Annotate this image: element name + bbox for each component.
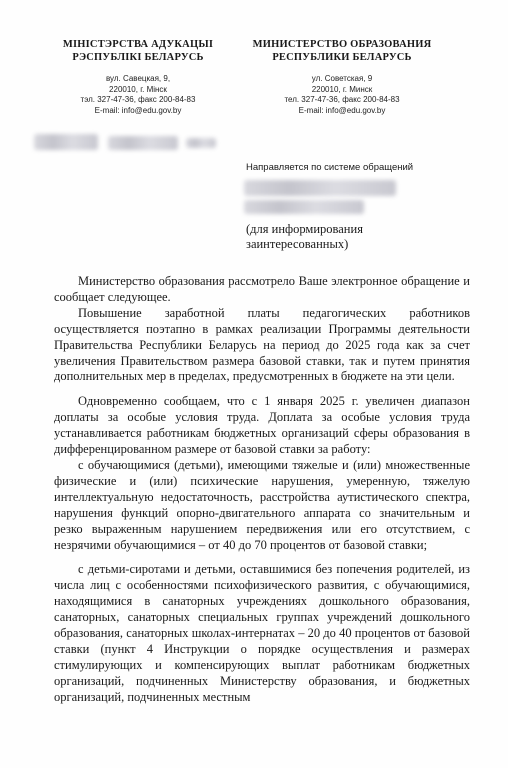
letterhead-right (242, 38, 442, 116)
address-block-russian (242, 74, 442, 116)
org-name-belarusian-line1: МІНІСТЭРСТВА АДУКАЦЫІ (62, 39, 214, 50)
phone-line: тел. 327-47-36, факс 200-84-83 (284, 95, 400, 104)
body-paragraph-allowance: Одновременно сообщаем, что с 1 января 2025 г. увеличен диапазон доплаты за особые условия труда. Доплата за особые условия труда устанавливается работникам бюджетных организаций сферы образования в дифференцированном размере от базовой ставки за работу: (54, 394, 470, 457)
body-paragraph-orphans: с детьми-сиротами и детьми, оставшимися без попечения родителей, из числа лиц с особенностями психофизического развития, с обучающимися, находящимися в санаторных учреждениях дошкольного образования, санаторных, санаторных специальных группах учреждений дошкольного образования, санаторных школах-интернатах – 20 до 40 процентов от базовой ставки (пункт 4 Инструкции о порядке осуществления и размерах стимулирующих и компенсирующих выплат работникам бюджетных организаций, подчиненных Министерству образования, и бюджетных организаций, подчиненных местным (54, 562, 470, 704)
org-name-russian-line2: РЕСПУБЛИКИ БЕЛАРУСЬ (272, 52, 412, 63)
letter-body (54, 274, 470, 706)
letterhead-left (48, 38, 228, 116)
address-block-belarusian (48, 74, 228, 116)
redacted-recipient-name (244, 180, 396, 196)
recipient-note-line1: (для информирования (246, 222, 363, 236)
email-line: E-mail: info@edu.gov.by (94, 105, 182, 115)
org-name-russian-line1: МИНИСТЕРСТВО ОБРАЗОВАНИЯ (252, 39, 432, 50)
city-line: 220010, г. Мінск (109, 84, 167, 94)
body-paragraph-salary: Повышение заработной платы педагогических работников осуществляется поэтапно в рамках реализации Программы деятельности Правительства Республики Беларусь на период до 2025 года как за счет увеличения Правительством размера базовой ставки, так и путем принятия дополнительных мер в пределах, предусмотренных в бюджете на эти цели. (54, 305, 470, 384)
email-line: E-mail: info@edu.gov.by (298, 105, 386, 115)
phone-line: тэл. 327-47-36, факс 200-84-83 (80, 95, 196, 104)
street-line: ул. Советская, 9 (311, 74, 373, 83)
body-paragraph-intro: Министерство образования рассмотрело Ваше электронное обращение и сообщает следующее. (54, 274, 470, 304)
redacted-outgoing-date (108, 136, 178, 150)
city-line: 220010, г. Минск (311, 84, 373, 94)
recipient-note-line2: заинтересованных) (246, 237, 349, 251)
redacted-reference (186, 138, 216, 148)
redacted-recipient-email (244, 200, 364, 214)
recipient-note (246, 222, 363, 252)
org-name-belarusian-line2: РЭСПУБЛІКІ БЕЛАРУСЬ (72, 52, 204, 63)
routing-note: Направляется по системе обращений (246, 162, 414, 173)
street-line: вул. Савецкая, 9, (105, 74, 171, 83)
body-paragraph-disabilities: с обучающимися (детьми), имеющими тяжелые и (или) множественные физические и (или) психические нарушения, умеренную, тяжелую интеллектуальную недостаточность, расстройства аутистического спектра, нарушения функций опорно-двигательного аппарата со значительным и резко выраженным нарушением передвижения или его отсутствием, с незрячими обучающимися – от 40 до 70 процентов от базовой ставки; (54, 457, 470, 552)
redacted-outgoing-number (34, 134, 98, 150)
